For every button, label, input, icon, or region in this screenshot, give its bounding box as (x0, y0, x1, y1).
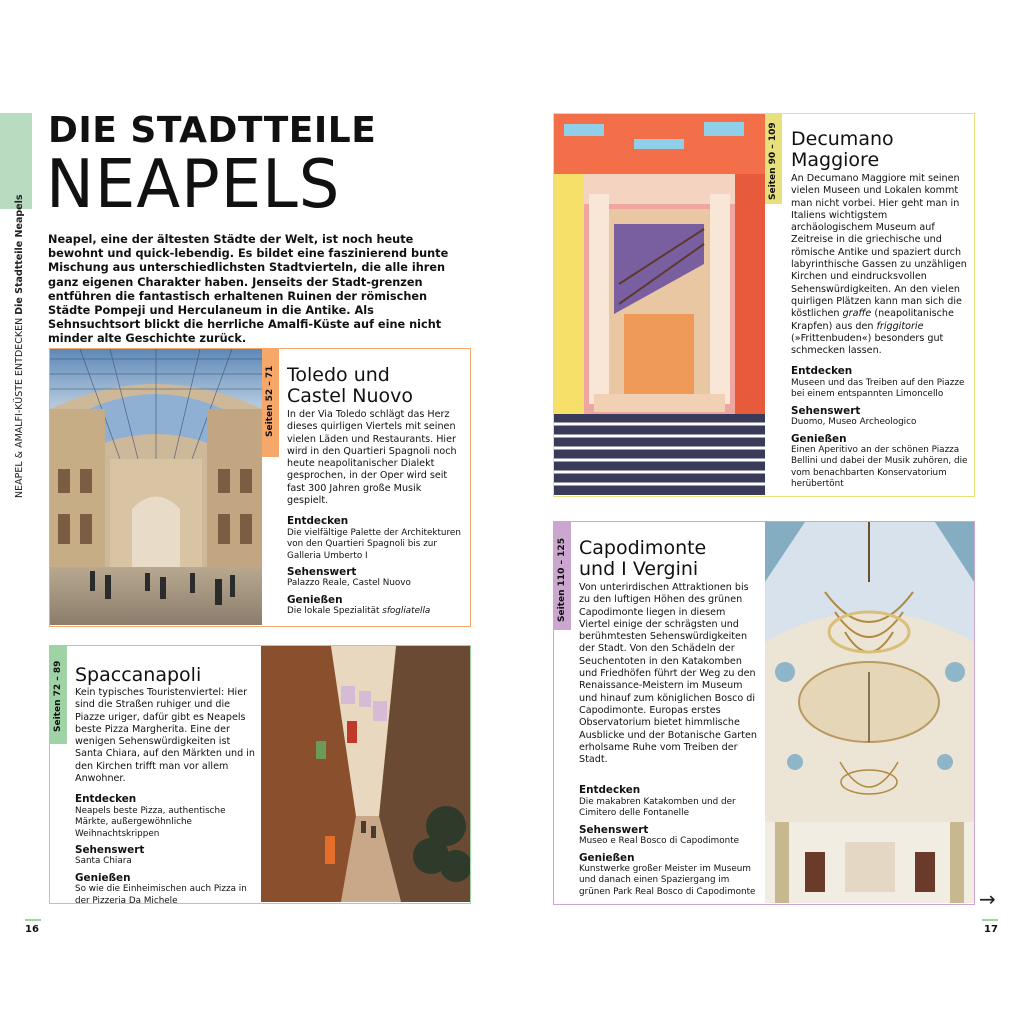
card-body-capodimonte: Von unterirdischen Attraktionen bis zu den luftigen Höhen des grünen Capodimonte liegen in diesem Viertel einige der schrägsten und berühmtesten Sehenswürdigkeiten der Stadt. Von den Schädeln der Seuchentoten in den Katakomben und Friedhöfen führt der Weg zu den Renaissance-Meistern im Museum und hinauf zum königlichen Bosco di Capodimonte. Europas erstes Observatorium bietet himmlische Ausblicke und der Botanische Garten erholsame Ruhe vom Treiben der Stadt. Entdecken Die makabren Katakomben und der Cimitero delle Fontanelle Sehenswert Museo e Real Bosco di Capodimonte Genießen Kunstwerke großer Meister im Museum und danach einen Spaziergang im grünen Park Real Bosco di Capodimonte (579, 582, 757, 897)
next-page-arrow-icon[interactable]: → (979, 887, 996, 911)
spaccanapoli-alley-photo (261, 646, 470, 902)
page-ref-tab-toledo: Seiten 52 – 71 (262, 349, 279, 457)
card-title-capodimonte: Capodimonte und I Vergini (579, 537, 707, 580)
page-ref-tab-capodimonte: Seiten 110 – 125 (554, 522, 571, 630)
page-title-line1: DIE STADTTEILE (48, 110, 377, 151)
card-body-decumano: An Decumano Maggiore mit seinen vielen Museen und Lokalen kommt man nicht vorbei. Hier geht man in Italiens wichtigstem archäologischem Museum auf Zeitreise in die griechische und römische Antike und spaziert durch labyrinthische Gassen zu unzähligen Kirchen und eindrucksvollen Sehenswürdigkeiten. An den vielen quirligen Plätzen kann man sich die köstlichen graffe (neapolitanische Krapfen) aus den friggitorie (»Frittenbuden«) besonders gut schmecken lassen. Entdecken Museen und das Treiben auf den Piazze bei einem entspannten Limoncello Sehenswert Duomo, Museo Archeologico Genießen Einen Aperitivo an der schönen Piazza Bellini und dabei der Musik zuhören, die vom benachbarten Konservatorium herübertönt (791, 173, 968, 490)
card-decumano (553, 113, 975, 497)
card-toledo (49, 348, 471, 627)
side-running-head: NEAPEL & AMALFI-KÜSTE ENTDECKEN Die Stadtteile Neapels (14, 194, 25, 498)
page-number-left: 16 (25, 924, 39, 935)
page-number-rule-left (25, 919, 41, 921)
intro-paragraph: Neapel, eine der ältesten Städte der Welt, ist noch heute bewohnt und quick-lebendig. Es bildet eine faszinierend bunte Mischung aus unterschiedlichsten Stadtvierteln, die alle ihren ganz eigenen Charakter haben. Jenseits der Stadt-grenzen entführen die fantastisch erhaltenen Ruinen der römischen Städte Pompeji und Herculaneum in die Antike. Als Sehnsuchtsort blickt die herrliche Amalfi-Küste auf eine nicht minder alte Geschichte zurück. (48, 233, 449, 346)
card-title-toledo: Toledo und Castel Nuovo (287, 364, 414, 407)
page-number-right: 17 (984, 924, 998, 935)
capodimonte-chandelier-photo (765, 522, 974, 903)
page-ref-tab-spaccanapoli: Seiten 72 – 89 (50, 646, 67, 744)
decumano-art-corridor-photo (554, 114, 765, 495)
card-body-toledo: In der Via Toledo schlägt das Herz dieses quirligen Viertels mit seinen vielen Läden und Restaurants. Hier wird in den Quartieri Spagnoli noch heute neapolitanischer Dialekt gesprochen, in der Oper wird seit fast 300 Jahren große Musik gespielt. Entdecken Die vielfältige Palette der Architekturen von den Quartieri Spagnoli bis zur Galleria Umberto I Sehenswert Palazzo Reale, Castel Nuovo Genießen Die lokale Spezialität sfogliatella (287, 409, 461, 617)
page-title-line2: NEAPELS (46, 146, 341, 224)
card-title-decumano: Decumano Maggiore (791, 128, 894, 171)
page-ref-tab-decumano: Seiten 90 – 109 (765, 114, 782, 204)
card-body-spaccanapoli: Kein typisches Touristenviertel: Hier sind die Straßen ruhiger und die Piazze uriger, dafür gibt es Neapels beste Pizza Margherita. Eine der wenigen Sehenswürdigkeiten ist Santa Chiara, auf den Märkten und in den Kirchen trifft man vor allem Anwohner. Entdecken Neapels beste Pizza, authentische Märkte, außergewöhnliche Weihnachtskrippen Sehenswert Santa Chiara Genießen So wie die Einheimischen auch Pizza in der Pizzeria Da Michele (75, 687, 255, 906)
galleria-umberto-photo (50, 349, 262, 625)
card-spaccanapoli (49, 645, 471, 904)
card-title-spaccanapoli: Spaccanapoli (75, 664, 202, 686)
card-capodimonte (553, 521, 975, 905)
page-number-rule-right (982, 919, 998, 921)
